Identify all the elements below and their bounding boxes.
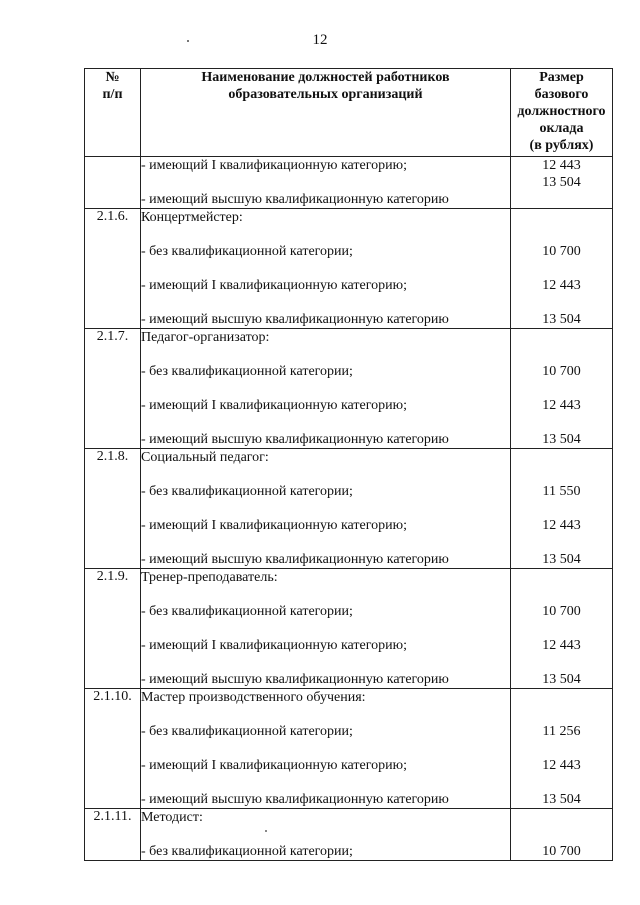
row-value-cell	[511, 209, 613, 329]
item-value: 12 443	[542, 158, 581, 173]
row-name-cell	[141, 449, 511, 569]
item-value: 12 443	[542, 518, 581, 533]
row-title: Методист:	[141, 810, 203, 825]
item-label: - имеющий I квалификационную категорию;	[141, 638, 407, 653]
item-value: 13 504	[542, 175, 581, 190]
item-label: - имеющий I квалификационную категорию;	[141, 278, 407, 293]
item-label: - имеющий I квалификационную категорию;	[141, 758, 407, 773]
table-row	[85, 329, 613, 449]
row-value-cell	[511, 569, 613, 689]
header-name-line: образовательных организаций	[228, 87, 423, 102]
row-title: Тренер-преподаватель:	[141, 570, 278, 585]
row-name-cell	[141, 689, 511, 809]
item-value: 10 700	[542, 604, 581, 619]
item-label: - имеющий высшую квалификационную категорию	[141, 792, 449, 807]
item-value: 10 700	[542, 244, 581, 259]
header-name-line: Наименование должностей работников	[201, 70, 450, 85]
header-name	[141, 69, 511, 157]
row-name-cell	[141, 209, 511, 329]
table-row	[85, 689, 613, 809]
row-title: Педагог-организатор:	[141, 330, 270, 345]
row-number: 2.1.7.	[85, 329, 141, 449]
item-value: 10 700	[542, 844, 581, 859]
item-label: - без квалификационной категории;	[141, 844, 353, 859]
table-row	[85, 569, 613, 689]
row-title: Мастер производственного обучения:	[141, 690, 366, 705]
item-label: - без квалификационной категории;	[141, 724, 353, 739]
row-number: 2.1.9.	[85, 569, 141, 689]
item-value: 13 504	[542, 552, 581, 567]
row-name-cell	[141, 157, 511, 209]
item-label: - имеющий I квалификационную категорию;	[141, 398, 407, 413]
table-header-row	[85, 69, 613, 157]
header-number-line: п/п	[102, 87, 123, 102]
salary-table	[84, 68, 613, 861]
item-value: 13 504	[542, 792, 581, 807]
item-label: - имеющий высшую квалификационную категорию	[141, 672, 449, 687]
header-salary-line: должностного	[517, 104, 606, 119]
item-value: 12 443	[542, 398, 581, 413]
row-number: 2.1.11.	[85, 809, 141, 861]
item-value: 11 256	[542, 724, 581, 739]
header-number	[85, 69, 141, 157]
scan-speck	[187, 40, 189, 42]
item-label: - без квалификационной категории;	[141, 604, 353, 619]
item-label: - имеющий высшую квалификационную категорию	[141, 432, 449, 447]
row-title: Социальный педагог:	[141, 450, 269, 465]
row-number	[85, 157, 141, 209]
header-salary-line: (в рублях)	[529, 138, 594, 153]
table-row	[85, 157, 613, 209]
row-number: 2.1.10.	[85, 689, 141, 809]
item-value: 12 443	[542, 758, 581, 773]
item-value: 11 550	[542, 484, 581, 499]
row-value-cell	[511, 809, 613, 861]
header-salary-line: оклада	[539, 121, 584, 136]
item-value: 13 504	[542, 672, 581, 687]
header-salary	[511, 69, 613, 157]
item-label: - имеющий высшую квалификационную категорию	[141, 192, 449, 207]
item-value: 13 504	[542, 312, 581, 327]
item-value: 12 443	[542, 278, 581, 293]
item-label: - без квалификационной категории;	[141, 484, 353, 499]
row-number: 2.1.6.	[85, 209, 141, 329]
row-title: Концертмейстер:	[141, 210, 243, 225]
row-name-cell	[141, 569, 511, 689]
table-row	[85, 809, 613, 861]
item-label: - имеющий высшую квалификационную категорию	[141, 552, 449, 567]
row-value-cell	[511, 157, 613, 209]
item-label: - без квалификационной категории;	[141, 244, 353, 259]
row-number: 2.1.8.	[85, 449, 141, 569]
row-name-cell	[141, 329, 511, 449]
item-value: 12 443	[542, 638, 581, 653]
table-row	[85, 209, 613, 329]
item-label: - имеющий высшую квалификационную категорию	[141, 312, 449, 327]
table-row	[85, 449, 613, 569]
item-label: - имеющий I квалификационную категорию;	[141, 158, 407, 173]
header-salary-line: базового	[534, 87, 589, 102]
item-value: 10 700	[542, 364, 581, 379]
page-number: 12	[312, 32, 328, 48]
row-value-cell	[511, 689, 613, 809]
item-label: - без квалификационной категории;	[141, 364, 353, 379]
row-value-cell	[511, 329, 613, 449]
header-number-line: №	[105, 70, 120, 85]
header-salary-line: Размер	[539, 70, 584, 85]
item-label: - имеющий I квалификационную категорию;	[141, 518, 407, 533]
row-name-cell	[141, 809, 511, 861]
item-value: 13 504	[542, 432, 581, 447]
row-value-cell	[511, 449, 613, 569]
